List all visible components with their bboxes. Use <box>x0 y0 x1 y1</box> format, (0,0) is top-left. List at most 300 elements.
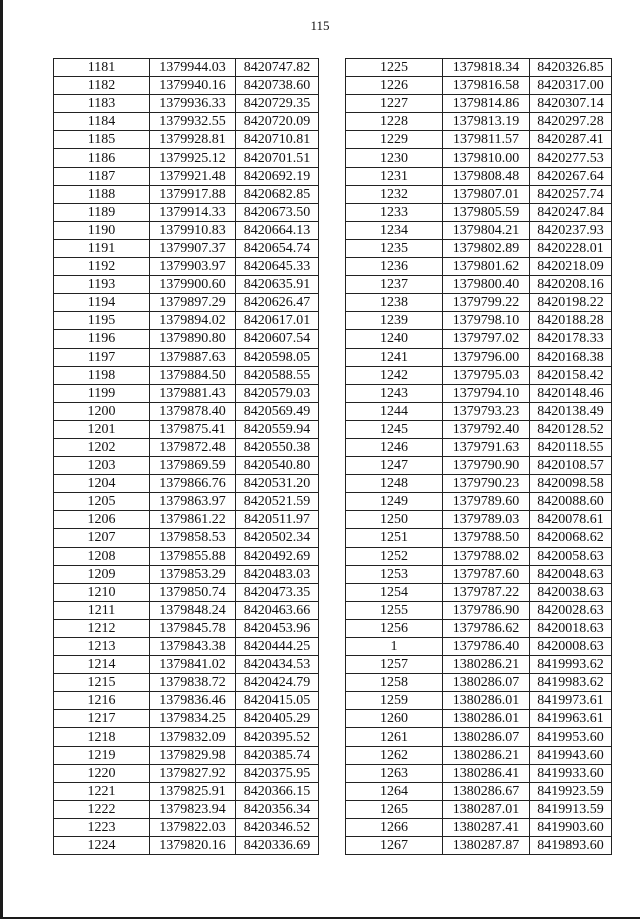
x-coordinate-cell: 1379804.21 <box>443 221 530 239</box>
point-number-cell: 1257 <box>346 656 443 674</box>
table-row <box>54 728 319 746</box>
x-coordinate-cell: 1379808.48 <box>443 167 530 185</box>
y-coordinate-cell: 8420356.34 <box>236 800 319 818</box>
table-row <box>346 638 612 656</box>
point-number-cell: 1190 <box>54 221 150 239</box>
y-coordinate-cell: 8420018.63 <box>530 619 612 637</box>
table-row <box>54 710 319 728</box>
point-number-cell: 1251 <box>346 529 443 547</box>
x-coordinate-cell: 1380286.01 <box>443 692 530 710</box>
y-coordinate-cell: 8420720.09 <box>236 113 319 131</box>
table-row <box>346 258 612 276</box>
y-coordinate-cell: 8420635.91 <box>236 276 319 294</box>
page-number: 115 <box>310 18 330 33</box>
point-number-cell: 1245 <box>346 420 443 438</box>
y-coordinate-cell: 8420473.35 <box>236 583 319 601</box>
y-coordinate-cell: 8420385.74 <box>236 746 319 764</box>
point-number-cell: 1193 <box>54 276 150 294</box>
table-row <box>346 185 612 203</box>
point-number-cell: 1213 <box>54 638 150 656</box>
y-coordinate-cell: 8419913.59 <box>530 800 612 818</box>
y-coordinate-cell: 8419953.60 <box>530 728 612 746</box>
table-row <box>346 601 612 619</box>
x-coordinate-cell: 1379797.02 <box>443 330 530 348</box>
point-number-cell: 1239 <box>346 312 443 330</box>
point-number-cell: 1235 <box>346 239 443 257</box>
x-coordinate-cell: 1380286.01 <box>443 710 530 728</box>
y-coordinate-cell: 8420550.38 <box>236 438 319 456</box>
y-coordinate-cell: 8420168.38 <box>530 348 612 366</box>
table-row <box>54 511 319 529</box>
table-row <box>54 692 319 710</box>
point-number-cell: 1181 <box>54 59 150 77</box>
table-row <box>346 511 612 529</box>
point-number-cell: 1233 <box>346 203 443 221</box>
table-row <box>54 203 319 221</box>
x-coordinate-cell: 1379866.76 <box>150 475 236 493</box>
y-coordinate-cell: 8420158.42 <box>530 366 612 384</box>
table-row <box>346 710 612 728</box>
table-row <box>346 384 612 402</box>
x-coordinate-cell: 1379786.90 <box>443 601 530 619</box>
point-number-cell: 1202 <box>54 438 150 456</box>
point-number-cell: 1199 <box>54 384 150 402</box>
x-coordinate-cell: 1379788.02 <box>443 547 530 565</box>
table-row <box>346 113 612 131</box>
y-coordinate-cell: 8419933.60 <box>530 764 612 782</box>
point-number-cell: 1242 <box>346 366 443 384</box>
y-coordinate-cell: 8420434.53 <box>236 656 319 674</box>
y-coordinate-cell: 8420521.59 <box>236 493 319 511</box>
x-coordinate-cell: 1379861.22 <box>150 511 236 529</box>
x-coordinate-cell: 1379836.46 <box>150 692 236 710</box>
table-row <box>346 276 612 294</box>
table-row <box>346 837 612 855</box>
point-number-cell: 1250 <box>346 511 443 529</box>
table-row <box>54 565 319 583</box>
table-row <box>54 457 319 475</box>
table-row <box>346 728 612 746</box>
x-coordinate-cell: 1379858.53 <box>150 529 236 547</box>
x-coordinate-cell: 1379890.80 <box>150 330 236 348</box>
table-row <box>54 95 319 113</box>
point-number-cell: 1206 <box>54 511 150 529</box>
x-coordinate-cell: 1379802.89 <box>443 239 530 257</box>
table-row <box>346 547 612 565</box>
y-coordinate-cell: 8419983.62 <box>530 674 612 692</box>
y-coordinate-cell: 8420617.01 <box>236 312 319 330</box>
x-coordinate-cell: 1379853.29 <box>150 565 236 583</box>
table-row <box>54 601 319 619</box>
point-number-cell: 1196 <box>54 330 150 348</box>
y-coordinate-cell: 8420326.85 <box>530 59 612 77</box>
point-number-cell: 1216 <box>54 692 150 710</box>
point-number-cell: 1262 <box>346 746 443 764</box>
y-coordinate-cell: 8420118.55 <box>530 438 612 456</box>
point-number-cell: 1267 <box>346 837 443 855</box>
coordinates-table-right <box>345 58 612 855</box>
x-coordinate-cell: 1380287.01 <box>443 800 530 818</box>
point-number-cell: 1215 <box>54 674 150 692</box>
table-row <box>346 674 612 692</box>
x-coordinate-cell: 1379794.10 <box>443 384 530 402</box>
x-coordinate-cell: 1379832.09 <box>150 728 236 746</box>
x-coordinate-cell: 1380286.41 <box>443 764 530 782</box>
y-coordinate-cell: 8420108.57 <box>530 457 612 475</box>
y-coordinate-cell: 8420336.69 <box>236 837 319 855</box>
table-row <box>346 203 612 221</box>
x-coordinate-cell: 1380287.41 <box>443 818 530 836</box>
x-coordinate-cell: 1379878.40 <box>150 402 236 420</box>
y-coordinate-cell: 8420208.16 <box>530 276 612 294</box>
y-coordinate-cell: 8420297.28 <box>530 113 612 131</box>
point-number-cell: 1227 <box>346 95 443 113</box>
table-row <box>346 131 612 149</box>
table-row <box>54 294 319 312</box>
x-coordinate-cell: 1379790.90 <box>443 457 530 475</box>
x-coordinate-cell: 1380286.07 <box>443 728 530 746</box>
point-number-cell: 1231 <box>346 167 443 185</box>
x-coordinate-cell: 1379914.33 <box>150 203 236 221</box>
y-coordinate-cell: 8420237.93 <box>530 221 612 239</box>
x-coordinate-cell: 1379816.58 <box>443 77 530 95</box>
x-coordinate-cell: 1379917.88 <box>150 185 236 203</box>
point-number-cell: 1214 <box>54 656 150 674</box>
table-row <box>54 312 319 330</box>
x-coordinate-cell: 1379791.63 <box>443 438 530 456</box>
x-coordinate-cell: 1379872.48 <box>150 438 236 456</box>
y-coordinate-cell: 8419943.60 <box>530 746 612 764</box>
point-number-cell: 1234 <box>346 221 443 239</box>
point-number-cell: 1200 <box>54 402 150 420</box>
x-coordinate-cell: 1379788.50 <box>443 529 530 547</box>
table-row <box>54 547 319 565</box>
point-number-cell: 1252 <box>346 547 443 565</box>
table-row <box>346 438 612 456</box>
point-number-cell: 1185 <box>54 131 150 149</box>
x-coordinate-cell: 1379787.22 <box>443 583 530 601</box>
point-number-cell: 1220 <box>54 764 150 782</box>
x-coordinate-cell: 1379789.60 <box>443 493 530 511</box>
x-coordinate-cell: 1379822.03 <box>150 818 236 836</box>
x-coordinate-cell: 1379887.63 <box>150 348 236 366</box>
x-coordinate-cell: 1379855.88 <box>150 547 236 565</box>
y-coordinate-cell: 8420366.15 <box>236 782 319 800</box>
point-number-cell: 1186 <box>54 149 150 167</box>
y-coordinate-cell: 8420415.05 <box>236 692 319 710</box>
table-row <box>54 276 319 294</box>
table-row <box>54 619 319 637</box>
x-coordinate-cell: 1379869.59 <box>150 457 236 475</box>
point-number-cell: 1237 <box>346 276 443 294</box>
table-row <box>54 638 319 656</box>
y-coordinate-cell: 8420188.28 <box>530 312 612 330</box>
x-coordinate-cell: 1379799.22 <box>443 294 530 312</box>
x-coordinate-cell: 1379944.03 <box>150 59 236 77</box>
x-coordinate-cell: 1379813.19 <box>443 113 530 131</box>
y-coordinate-cell: 8420569.49 <box>236 402 319 420</box>
x-coordinate-cell: 1379796.00 <box>443 348 530 366</box>
point-number-cell: 1226 <box>346 77 443 95</box>
x-coordinate-cell: 1379825.91 <box>150 782 236 800</box>
y-coordinate-cell: 8420747.82 <box>236 59 319 77</box>
x-coordinate-cell: 1379897.29 <box>150 294 236 312</box>
y-coordinate-cell: 8420257.74 <box>530 185 612 203</box>
x-coordinate-cell: 1379921.48 <box>150 167 236 185</box>
y-coordinate-cell: 8420395.52 <box>236 728 319 746</box>
x-coordinate-cell: 1379845.78 <box>150 619 236 637</box>
x-coordinate-cell: 1379841.02 <box>150 656 236 674</box>
x-coordinate-cell: 1379807.01 <box>443 185 530 203</box>
table-row <box>346 167 612 185</box>
table-row <box>54 800 319 818</box>
y-coordinate-cell: 8419923.59 <box>530 782 612 800</box>
y-coordinate-cell: 8420463.66 <box>236 601 319 619</box>
x-coordinate-cell: 1379805.59 <box>443 203 530 221</box>
table-row <box>346 348 612 366</box>
point-number-cell: 1203 <box>54 457 150 475</box>
point-number-cell: 1191 <box>54 239 150 257</box>
table-row <box>54 366 319 384</box>
table-row <box>54 475 319 493</box>
y-coordinate-cell: 8420673.50 <box>236 203 319 221</box>
point-number-cell: 1195 <box>54 312 150 330</box>
table-row <box>346 294 612 312</box>
table-row <box>346 656 612 674</box>
y-coordinate-cell: 8420247.84 <box>530 203 612 221</box>
table-row <box>346 800 612 818</box>
table-row <box>346 402 612 420</box>
point-number-cell: 1201 <box>54 420 150 438</box>
point-number-cell: 1261 <box>346 728 443 746</box>
table-row <box>346 149 612 167</box>
table-row <box>54 239 319 257</box>
x-coordinate-cell: 1379894.02 <box>150 312 236 330</box>
point-number-cell: 1265 <box>346 800 443 818</box>
point-number-cell: 1207 <box>54 529 150 547</box>
point-number-cell: 1205 <box>54 493 150 511</box>
y-coordinate-cell: 8420267.64 <box>530 167 612 185</box>
y-coordinate-cell: 8420307.14 <box>530 95 612 113</box>
x-coordinate-cell: 1379814.86 <box>443 95 530 113</box>
x-coordinate-cell: 1379827.92 <box>150 764 236 782</box>
x-coordinate-cell: 1379925.12 <box>150 149 236 167</box>
table-row <box>346 59 612 77</box>
y-coordinate-cell: 8420559.94 <box>236 420 319 438</box>
point-number-cell: 1228 <box>346 113 443 131</box>
table-row <box>346 475 612 493</box>
point-number-cell: 1221 <box>54 782 150 800</box>
y-coordinate-cell: 8420375.95 <box>236 764 319 782</box>
x-coordinate-cell: 1379801.62 <box>443 258 530 276</box>
table-row <box>54 149 319 167</box>
point-number-cell: 1189 <box>54 203 150 221</box>
y-coordinate-cell: 8419963.61 <box>530 710 612 728</box>
y-coordinate-cell: 8420607.54 <box>236 330 319 348</box>
table-row <box>54 384 319 402</box>
y-coordinate-cell: 8420346.52 <box>236 818 319 836</box>
x-coordinate-cell: 1379795.03 <box>443 366 530 384</box>
x-coordinate-cell: 1379786.40 <box>443 638 530 656</box>
point-number-cell: 1209 <box>54 565 150 583</box>
x-coordinate-cell: 1379787.60 <box>443 565 530 583</box>
x-coordinate-cell: 1379790.23 <box>443 475 530 493</box>
point-number-cell: 1212 <box>54 619 150 637</box>
table-row <box>346 95 612 113</box>
y-coordinate-cell: 8420178.33 <box>530 330 612 348</box>
x-coordinate-cell: 1379875.41 <box>150 420 236 438</box>
point-number-cell: 1243 <box>346 384 443 402</box>
point-number-cell: 1263 <box>346 764 443 782</box>
y-coordinate-cell: 8420048.63 <box>530 565 612 583</box>
table-row <box>54 77 319 95</box>
point-number-cell: 1253 <box>346 565 443 583</box>
y-coordinate-cell: 8420078.61 <box>530 511 612 529</box>
point-number-cell: 1260 <box>346 710 443 728</box>
table-row <box>346 366 612 384</box>
y-coordinate-cell: 8420682.85 <box>236 185 319 203</box>
x-coordinate-cell: 1379811.57 <box>443 131 530 149</box>
y-coordinate-cell: 8419893.60 <box>530 837 612 855</box>
table-row <box>54 493 319 511</box>
y-coordinate-cell: 8420692.19 <box>236 167 319 185</box>
point-number-cell: 1188 <box>54 185 150 203</box>
y-coordinate-cell: 8420626.47 <box>236 294 319 312</box>
y-coordinate-cell: 8420128.52 <box>530 420 612 438</box>
x-coordinate-cell: 1379789.03 <box>443 511 530 529</box>
point-number-cell: 1244 <box>346 402 443 420</box>
point-number-cell: 1223 <box>54 818 150 836</box>
point-number-cell: 1264 <box>346 782 443 800</box>
y-coordinate-cell: 8419993.62 <box>530 656 612 674</box>
point-number-cell: 1198 <box>54 366 150 384</box>
y-coordinate-cell: 8420028.63 <box>530 601 612 619</box>
x-coordinate-cell: 1379800.40 <box>443 276 530 294</box>
table-row <box>54 330 319 348</box>
y-coordinate-cell: 8420502.34 <box>236 529 319 547</box>
x-coordinate-cell: 1379884.50 <box>150 366 236 384</box>
point-number-cell: 1258 <box>346 674 443 692</box>
table-row <box>54 348 319 366</box>
table-row <box>54 529 319 547</box>
y-coordinate-cell: 8420483.03 <box>236 565 319 583</box>
table-row <box>346 818 612 836</box>
table-row <box>54 764 319 782</box>
point-number-cell: 1247 <box>346 457 443 475</box>
x-coordinate-cell: 1379928.81 <box>150 131 236 149</box>
y-coordinate-cell: 8420068.62 <box>530 529 612 547</box>
point-number-cell: 1229 <box>346 131 443 149</box>
x-coordinate-cell: 1379798.10 <box>443 312 530 330</box>
x-coordinate-cell: 1379936.33 <box>150 95 236 113</box>
table-row <box>54 167 319 185</box>
table-row <box>54 131 319 149</box>
x-coordinate-cell: 1379786.62 <box>443 619 530 637</box>
y-coordinate-cell: 8420444.25 <box>236 638 319 656</box>
table-row <box>54 837 319 855</box>
y-coordinate-cell: 8420654.74 <box>236 239 319 257</box>
table-row <box>346 583 612 601</box>
coordinates-table-left <box>53 58 319 855</box>
table-row <box>54 402 319 420</box>
point-number-cell: 1241 <box>346 348 443 366</box>
y-coordinate-cell: 8420405.29 <box>236 710 319 728</box>
x-coordinate-cell: 1379823.94 <box>150 800 236 818</box>
y-coordinate-cell: 8420317.00 <box>530 77 612 95</box>
x-coordinate-cell: 1379940.16 <box>150 77 236 95</box>
y-coordinate-cell: 8419903.60 <box>530 818 612 836</box>
y-coordinate-cell: 8420218.09 <box>530 258 612 276</box>
x-coordinate-cell: 1379843.38 <box>150 638 236 656</box>
y-coordinate-cell: 8419973.61 <box>530 692 612 710</box>
x-coordinate-cell: 1380286.07 <box>443 674 530 692</box>
y-coordinate-cell: 8420710.81 <box>236 131 319 149</box>
table-row <box>54 674 319 692</box>
y-coordinate-cell: 8420088.60 <box>530 493 612 511</box>
table-row <box>346 239 612 257</box>
point-number-cell: 1238 <box>346 294 443 312</box>
table-row <box>346 565 612 583</box>
table-row <box>54 656 319 674</box>
table-row <box>346 746 612 764</box>
x-coordinate-cell: 1379903.97 <box>150 258 236 276</box>
x-coordinate-cell: 1380287.87 <box>443 837 530 855</box>
point-number-cell: 1248 <box>346 475 443 493</box>
point-number-cell: 1266 <box>346 818 443 836</box>
x-coordinate-cell: 1379834.25 <box>150 710 236 728</box>
y-coordinate-cell: 8420645.33 <box>236 258 319 276</box>
table-row <box>346 77 612 95</box>
table-row <box>346 493 612 511</box>
point-number-cell: 1230 <box>346 149 443 167</box>
point-number-cell: 1236 <box>346 258 443 276</box>
point-number-cell: 1218 <box>54 728 150 746</box>
point-number-cell: 1197 <box>54 348 150 366</box>
x-coordinate-cell: 1379810.00 <box>443 149 530 167</box>
point-number-cell: 1183 <box>54 95 150 113</box>
table-row <box>346 692 612 710</box>
point-number-cell: 1204 <box>54 475 150 493</box>
point-number-cell: 1211 <box>54 601 150 619</box>
y-coordinate-cell: 8420287.41 <box>530 131 612 149</box>
y-coordinate-cell: 8420277.53 <box>530 149 612 167</box>
y-coordinate-cell: 8420058.63 <box>530 547 612 565</box>
table-row <box>54 59 319 77</box>
y-coordinate-cell: 8420148.46 <box>530 384 612 402</box>
point-number-cell: 1224 <box>54 837 150 855</box>
point-number-cell: 1232 <box>346 185 443 203</box>
y-coordinate-cell: 8420511.97 <box>236 511 319 529</box>
x-coordinate-cell: 1379792.40 <box>443 420 530 438</box>
x-coordinate-cell: 1379863.97 <box>150 493 236 511</box>
point-number-cell: 1194 <box>54 294 150 312</box>
point-number-cell: 1187 <box>54 167 150 185</box>
y-coordinate-cell: 8420198.22 <box>530 294 612 312</box>
table-row <box>54 438 319 456</box>
y-coordinate-cell: 8420138.49 <box>530 402 612 420</box>
table-row <box>346 221 612 239</box>
point-number-cell: 1255 <box>346 601 443 619</box>
point-number-cell: 1208 <box>54 547 150 565</box>
y-coordinate-cell: 8420531.20 <box>236 475 319 493</box>
y-coordinate-cell: 8420540.80 <box>236 457 319 475</box>
y-coordinate-cell: 8420729.35 <box>236 95 319 113</box>
y-coordinate-cell: 8420701.51 <box>236 149 319 167</box>
table-row <box>54 420 319 438</box>
point-number-cell: 1256 <box>346 619 443 637</box>
y-coordinate-cell: 8420008.63 <box>530 638 612 656</box>
scan-border-left <box>0 0 3 919</box>
